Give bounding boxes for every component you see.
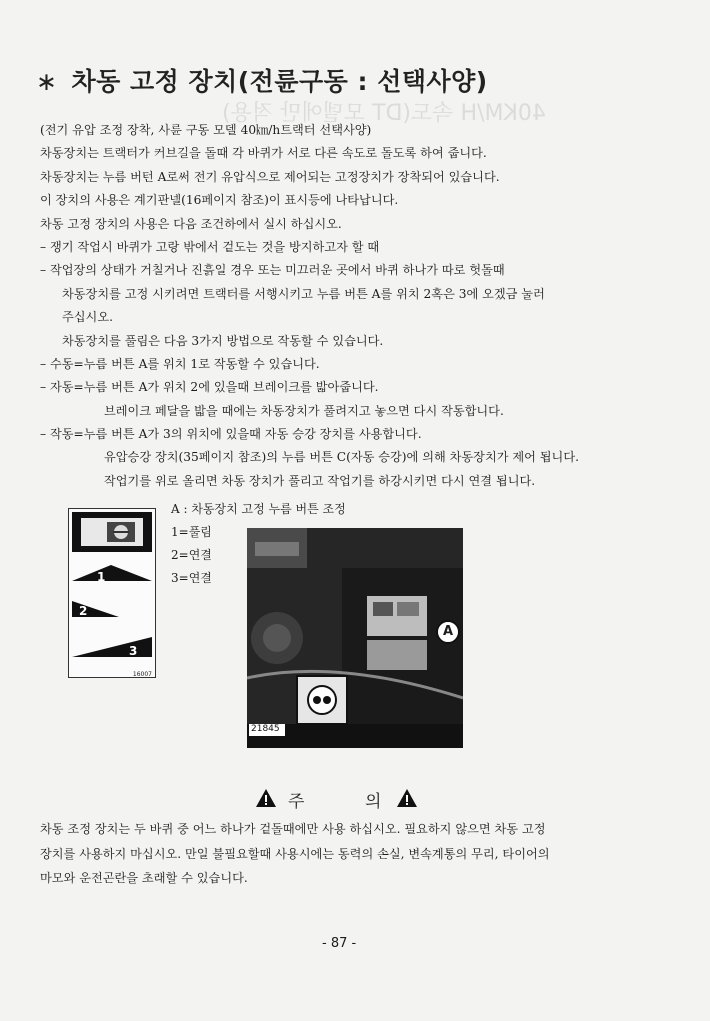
body-line: 주십시오. [62,310,113,325]
callout-a-label: A [436,620,460,644]
body-line: 브레이크 페달을 밟을 때에는 차동장치가 풀려지고 놓으면 다시 작동합니다. [104,403,504,418]
warning-line: 차동 조정 장치는 두 바퀴 중 어느 하나가 겉돌때에만 사용 하십시오. 필요하지 않으면 차동 고정 [40,822,546,836]
svg-text:3: 3 [129,644,138,658]
body-line: – 쟁기 작업시 바퀴가 고랑 밖에서 겉도는 것을 방지하고자 할 때 [40,239,380,254]
body-line: – 자동=누름 버튼 A가 위치 2에 있을때 브레이크를 밟아줍니다. [40,380,379,395]
figure-right-code: 21845 [251,724,280,734]
figure-left-code: 16007 [132,671,152,678]
svg-text:2: 2 [79,604,88,618]
body-line: 작업기를 위로 올리면 차동 장치가 풀리고 작업기를 하강시키면 다시 연결 됩니다. [104,473,536,488]
body-line: – 수동=누름 버튼 A를 위치 1로 작동할 수 있습니다. [40,356,320,371]
body-line: 차동 고정 장치의 사용은 다음 조건하에서 실시 하십시오. [40,216,342,231]
page-title [36,62,488,98]
warning-text [40,817,670,891]
caption-option: 2=연결 [171,548,212,562]
caption-title: A : 차동장치 고정 누름 버튼 조정 [171,502,346,516]
caption-option: 1=풀림 [171,525,212,539]
console-photo [247,528,463,748]
body-line: 차동장치를 고정 시키려면 트랙터를 서행시키고 누름 버튼 A를 위치 2혹은 3에 오겠금 눌러 [62,286,545,301]
body-line: 유압승강 장치(35페이지 참조)의 누름 버튼 C(자동 승강)에 의해 차동장치가 제어 됩니다. [104,450,579,465]
body-line: 차동장치는 트랙터가 커브길을 돌때 각 바퀴가 서로 다른 속도로 돌도록 하여 줍니다. [40,146,487,161]
warning-line: 장치를 사용하지 마십시오. 만일 불필요할때 사용시에는 동력의 손실, 변속계통의 무리, 타이어의 [40,846,550,861]
body-line: 차동장치를 풀림은 다음 3가지 방법으로 작동할 수 있습니다. [62,333,384,348]
title-text: 차동 고정 장치(전륜구동 : 선택사양) [71,67,488,96]
page-number: - 87 - [322,936,357,951]
warning-triangle-icon [255,788,277,808]
switch-diagram [69,509,155,677]
bleed-through-text: 40KM/H 속도(DT 모델에만 적용) [222,101,546,126]
body-line: 차동장치는 누름 버턴 A로써 전기 유압식으로 제어되는 고정장치가 장착되어 있습니다. [40,169,500,184]
caution-word-2: 의 [365,792,382,812]
body-line: 이 장치의 사용은 계기판넬(16페이지 참조)이 표시등에 나타납니다. [40,193,399,208]
warning-line: 마모와 운전곤란을 초래할 수 있습니다. [40,871,248,885]
caution-heading [255,786,425,812]
switch-position-figure [68,508,156,678]
svg-text:1: 1 [97,570,106,584]
body-line: – 작동=누름 버튼 A가 3의 위치에 있을때 자동 승강 장치를 사용합니다. [40,427,422,442]
title-symbol: ∗ [36,67,58,96]
warning-triangle-icon [396,788,418,808]
caption-option: 3=연결 [171,571,212,585]
caution-word-1: 주 [288,792,305,812]
body-text [40,119,660,493]
body-line: – 작업장의 상태가 거칠거나 진흙일 경우 또는 미끄러운 곳에서 바퀴 하나가 따로 헛돌때 [40,263,505,278]
body-line: (전기 유압 조정 장착, 사륜 구동 모델 40㎞/h트랙터 선택사양) [40,123,372,137]
